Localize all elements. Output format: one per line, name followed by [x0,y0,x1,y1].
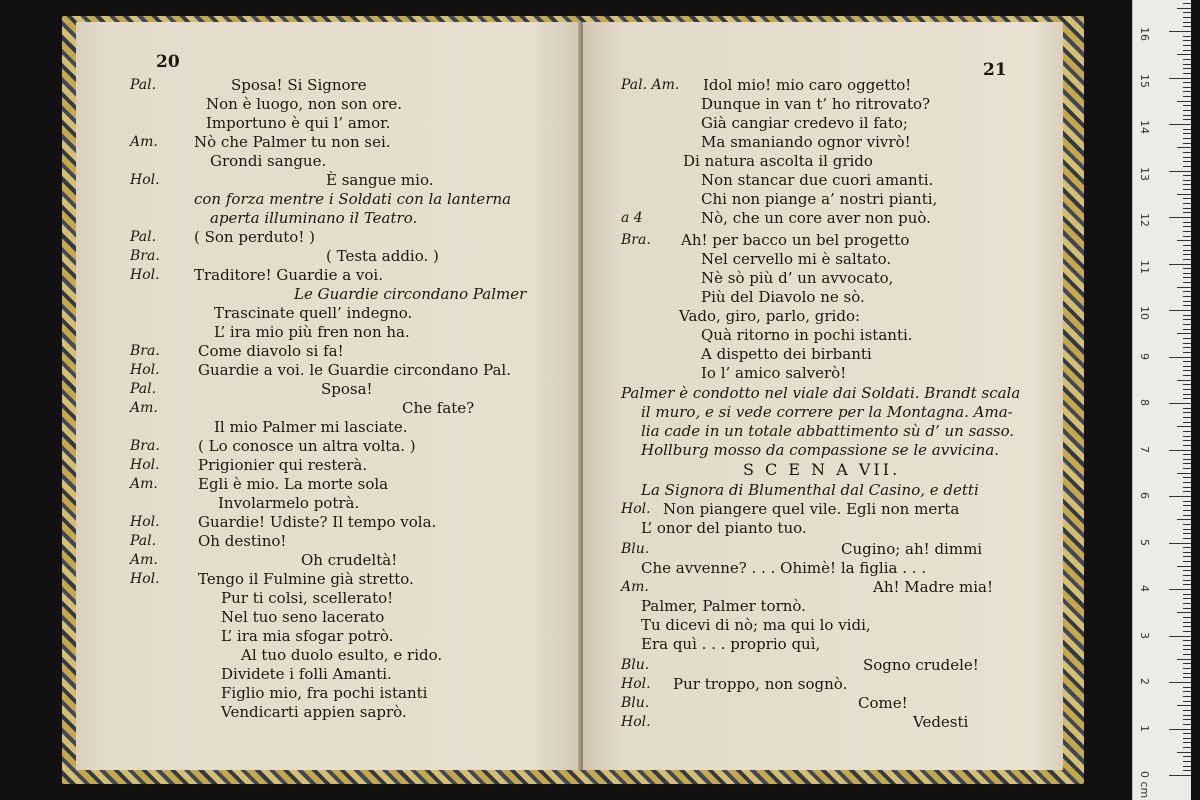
ruler-label: 4 [1138,585,1151,592]
verse-line: ( Lo conosce un altra volta. ) [198,437,416,455]
verse-line: A dispetto dei birbanti [701,345,872,363]
stage-direction: Hollburg mosso da compassione se le avvicina. [641,441,1000,459]
verse-line: Figlio mio, fra pochi istanti [221,684,428,702]
verse-line: Più del Diavolo ne sò. [701,288,865,306]
speaker-label: Am. [130,476,158,492]
speaker-label: Pal. [130,381,157,397]
stage-direction: Palmer è condotto nel viale dai Soldati. Brandt scala [621,384,1021,402]
verse-line: Prigionier qui resterà. [198,456,368,474]
ruler-tick [1169,403,1191,404]
verse-line: Involarmelo potrà. [218,494,360,512]
verse-line: Ma smaniando ognor vivrò! [701,133,911,151]
verse-line: Io l’ amico salverò! [701,364,847,382]
ruler-tick [1183,649,1191,650]
speaker-label: a 4 [621,210,643,226]
verse-line: Importuno è qui l’ amor. [206,114,391,132]
verse-line: Come! [858,694,908,712]
ruler-label: 1 [1138,724,1151,732]
ruler-tick [1183,510,1191,511]
verse-line: Vendicarti appien saprò. [221,703,407,721]
ruler-tick [1183,738,1191,739]
verse-line: Idol mio! mio caro oggetto! [703,76,912,94]
ruler-tick [1183,631,1191,632]
ruler-tick [1183,645,1191,646]
ruler-tick [1169,310,1191,311]
ruler-label: 11 [1138,259,1151,274]
ruler-tick [1183,626,1191,627]
ruler-tick [1177,566,1191,567]
verse-line: Nè sò più d’ un avvocato, [701,269,894,287]
ruler-tick [1183,417,1191,418]
verse-line: Nò che Palmer tu non sei. [194,133,391,151]
ruler-tick [1169,682,1191,683]
verse-line: Sposa! [321,380,373,398]
ruler-tick [1183,129,1191,130]
ruler-tick [1183,436,1191,437]
ruler-label: 14 [1138,120,1151,134]
ruler-tick [1183,198,1191,199]
ruler-tick [1183,157,1191,158]
ruler-tick [1183,68,1191,69]
ruler-label: 10 [1138,306,1151,320]
ruler-tick [1183,742,1191,743]
ruler-tick [1183,594,1191,595]
ruler-tick [1183,273,1191,274]
stage-direction: con forza mentre i Soldati con la lanterna [194,190,512,208]
verse-line: Traditore! Guardie a voi. [194,266,384,284]
ruler-tick [1183,26,1191,27]
ruler-tick [1183,45,1191,46]
ruler-tick [1169,217,1191,218]
ruler-tick [1183,259,1191,260]
ruler-tick [1183,189,1191,190]
speaker-label: Blu. [621,657,650,673]
ruler-tick [1183,487,1191,488]
ruler-tick [1169,78,1191,79]
verse-line: L’ ira mia sfogar potrò. [221,627,394,645]
ruler-tick [1183,175,1191,176]
ruler-tick [1183,556,1191,557]
stage-direction: Le Guardie circondano Palmer [294,285,527,303]
verse-line: ( Testa addio. ) [326,247,439,265]
ruler-tick [1183,398,1191,399]
ruler-tick [1183,524,1191,525]
ruler-tick [1183,477,1191,478]
ruler-tick [1183,245,1191,246]
ruler-tick [1183,547,1191,548]
ruler-tick [1183,766,1191,767]
ruler-tick [1183,552,1191,553]
ruler-tick [1183,389,1191,390]
ruler-tick [1183,203,1191,204]
ruler-tick [1177,612,1191,613]
ruler-tick [1183,584,1191,585]
ruler-tick [1169,775,1191,776]
ruler-tick [1183,696,1191,697]
speaker-label: Am. [130,134,158,150]
ruler-label: 8 [1138,399,1151,406]
verse-line: Sogno crudele! [863,656,979,674]
ruler-tick [1183,3,1191,4]
ruler-tick [1183,431,1191,432]
ruler-tick [1183,710,1191,711]
speaker-label: Hol. [130,457,160,473]
ruler-tick [1177,380,1191,381]
ruler-tick [1169,124,1191,125]
verse-line: Quà ritorno in pochi istanti. [701,326,913,344]
ruler-tick [1177,519,1191,520]
ruler-tick [1169,729,1191,730]
ruler-tick [1183,505,1191,506]
ruler-label: 16 [1138,27,1151,41]
verse-line: Oh crudeltà! [301,551,398,569]
speaker-label: Pal. [130,533,157,549]
ruler-tick [1183,115,1191,116]
ruler-tick [1183,315,1191,316]
ruler-tick [1169,543,1191,544]
ruler-tick [1183,277,1191,278]
verse-line: Dividete i folli Amanti. [221,665,392,683]
ruler-tick [1183,296,1191,297]
ruler-tick [1183,687,1191,688]
ruler-tick [1183,691,1191,692]
verse-line: Era quì . . . proprio quì, [641,635,821,653]
ruler-tick [1183,463,1191,464]
page-number-left: 20 [156,52,180,72]
ruler-tick [1169,496,1191,497]
ruler-tick [1177,473,1191,474]
ruler-tick [1183,677,1191,678]
verse-line: Tengo il Fulmine già stretto. [198,570,414,588]
ruler-tick [1183,366,1191,367]
ruler-tick [1183,59,1191,60]
scene-heading: S C E N A VII. [743,460,901,479]
ruler-tick [1183,715,1191,716]
speaker-label: Am. [130,400,158,416]
ruler-tick [1183,166,1191,167]
ruler-tick [1177,54,1191,55]
ruler-tick [1183,87,1191,88]
ruler-tick [1183,301,1191,302]
ruler-label: 5 [1138,538,1151,546]
verse-line: Ah! Madre mia! [873,578,993,596]
ruler-tick [1183,622,1191,623]
verse-line: Ah! per bacco un bel progetto [681,231,910,249]
ruler-tick [1183,608,1191,609]
ruler-tick [1183,282,1191,283]
verse-line: ( Son perduto! ) [194,228,315,246]
ruler-tick [1183,338,1191,339]
verse-line: L’ ira mio più fren non ha. [214,323,410,341]
ruler-label: 0 cm [1138,771,1151,799]
ruler-tick [1183,324,1191,325]
ruler-tick [1183,133,1191,134]
ruler-tick [1183,152,1191,153]
verse-line: Sposa! Si Signore [231,76,367,94]
ruler-tick [1177,8,1191,9]
ruler-tick [1183,561,1191,562]
verse-line: Egli è mio. La morte sola [198,475,389,493]
ruler-tick [1183,22,1191,23]
verse-line: Vado, giro, parlo, grido: [679,307,861,325]
ruler-tick [1183,408,1191,409]
ruler-tick [1169,450,1191,451]
speaker-label: Hol. [621,676,651,692]
ruler-tick [1183,394,1191,395]
ruler-tick [1183,347,1191,348]
speaker-label: Hol. [130,267,160,283]
ruler-tick [1183,747,1191,748]
ruler-tick [1183,319,1191,320]
ruler-tick [1183,12,1191,13]
verse-line: Di natura ascolta il grido [683,152,873,170]
verse-line: Dunque in van t’ ho ritrovato? [701,95,931,113]
ruler-tick [1183,119,1191,120]
verse-line: Guardie a voi. le Guardie circondano Pal. [198,361,511,379]
verse-line: Tu dicevi di nò; ma qui lo vidi, [641,616,871,634]
ruler-tick [1183,268,1191,269]
ruler-tick [1183,236,1191,237]
ruler-tick [1169,31,1191,32]
speaker-label: Bra. [130,343,160,359]
ruler-tick [1183,64,1191,65]
verse-line: Nel tuo seno lacerato [221,608,385,626]
ruler-tick [1169,589,1191,590]
verse-line: Nò, che un core aver non può. [701,209,931,227]
left-page [76,22,581,770]
ruler-tick [1177,194,1191,195]
ruler-tick [1183,110,1191,111]
verse-line: Trascinate quell’ indegno. [214,304,413,322]
ruler-tick [1183,291,1191,292]
verse-line: Guardie! Udiste? Il tempo vola. [198,513,437,531]
stage-direction: aperta illuminano il Teatro. [210,209,418,227]
ruler-tick [1183,701,1191,702]
ruler-tick [1183,352,1191,353]
ruler-label: 13 [1138,166,1151,181]
verse-line: Non piangere quel vile. Egli non merta [663,500,960,518]
ruler-tick [1183,580,1191,581]
stage-direction: La Signora di Blumenthal dal Casino, e detti [641,481,979,499]
speaker-label: Hol. [621,714,651,730]
measuring-ruler [1132,0,1191,800]
ruler-label: 12 [1138,213,1151,227]
ruler-tick [1177,705,1191,706]
ruler-tick [1183,459,1191,460]
ruler-tick [1183,384,1191,385]
ruler-tick [1177,287,1191,288]
ruler-tick [1183,440,1191,441]
speaker-label: Pal. [130,77,157,93]
ruler-tick [1183,17,1191,18]
ruler-tick [1177,147,1191,148]
ruler-tick [1177,752,1191,753]
ruler-tick [1169,636,1191,637]
ruler-tick [1183,422,1191,423]
ruler-label: 7 [1138,445,1151,453]
verse-line: Che fate? [402,399,475,417]
speaker-label: Bra. [130,438,160,454]
ruler-tick [1183,538,1191,539]
ruler-tick [1183,143,1191,144]
ruler-tick [1183,756,1191,757]
ruler-tick [1183,533,1191,534]
ruler-tick [1183,491,1191,492]
ruler-tick [1183,468,1191,469]
verse-line: Il mio Palmer mi lasciate. [214,418,408,436]
ruler-tick [1183,761,1191,762]
ruler-tick [1183,180,1191,181]
ruler-tick [1183,501,1191,502]
ruler-tick [1183,184,1191,185]
ruler-tick [1183,250,1191,251]
ruler-tick [1183,73,1191,74]
ruler-tick [1183,329,1191,330]
stage-direction: lia cade in un totale abbattimento sù d’ un sasso. [641,422,1015,440]
speaker-label: Hol. [130,514,160,530]
ruler-tick [1183,663,1191,664]
ruler-tick [1183,719,1191,720]
ruler-tick [1183,343,1191,344]
ruler-tick [1183,50,1191,51]
verse-line: È sangue mio. [326,171,434,189]
ruler-label: 6 [1138,492,1151,499]
verse-line: Cugino; ah! dimmi [841,540,983,558]
ruler-tick [1183,231,1191,232]
verse-line: Chi non piange a’ nostri pianti, [701,190,938,208]
speaker-label: Blu. [621,695,650,711]
ruler-tick [1177,240,1191,241]
speaker-label: Am. [130,552,158,568]
verse-line: Non stancar due cuori amanti. [701,171,934,189]
ruler-tick [1177,333,1191,334]
ruler-tick [1183,36,1191,37]
verse-line: Grondi sangue. [210,152,327,170]
verse-line: Al tuo duolo esulto, e rido. [241,646,443,664]
speaker-label: Blu. [621,541,650,557]
ruler-tick [1183,222,1191,223]
ruler-tick [1183,673,1191,674]
ruler-tick [1177,101,1191,102]
speaker-label: Am. [621,579,649,595]
ruler-tick [1183,603,1191,604]
ruler-tick [1183,254,1191,255]
speaker-label: Bra. [621,232,651,248]
speaker-label: Hol. [130,362,160,378]
ruler-tick [1183,598,1191,599]
ruler-tick [1183,208,1191,209]
speaker-label: Hol. [130,571,160,587]
ruler-tick [1183,105,1191,106]
speaker-label: Pal. Am. [621,77,680,93]
speaker-label: Hol. [621,501,651,517]
ruler-tick [1183,575,1191,576]
ruler-tick [1183,96,1191,97]
ruler-tick [1183,370,1191,371]
verse-line: Pur ti colsi, scellerato! [221,589,394,607]
ruler-tick [1183,138,1191,139]
ruler-tick [1183,482,1191,483]
ruler-label: 15 [1138,73,1151,88]
ruler-tick [1183,305,1191,306]
verse-line: Che avvenne? . . . Ohimè! la figlia . . . [641,559,927,577]
stage-direction: il muro, e si vede correre per la Montagna. Ama- [641,403,1013,421]
ruler-tick [1183,40,1191,41]
ruler-tick [1183,724,1191,725]
verse-line: Vedesti [913,713,969,731]
verse-line: Nel cervello mi è saltato. [701,250,892,268]
ruler-tick [1183,91,1191,92]
ruler-tick [1183,640,1191,641]
ruler-tick [1183,361,1191,362]
ruler-tick [1183,617,1191,618]
ruler-tick [1183,515,1191,516]
ruler-tick [1177,659,1191,660]
ruler-tick [1183,733,1191,734]
ruler-tick [1183,82,1191,83]
speaker-label: Pal. [130,229,157,245]
verse-line: Pur troppo, non sognò. [673,675,848,693]
ruler-tick [1169,171,1191,172]
verse-line: Palmer, Palmer tornò. [641,597,806,615]
verse-line: Già cangiar credevo il fato; [701,114,908,132]
speaker-label: Hol. [130,172,160,188]
ruler-tick [1183,161,1191,162]
ruler-tick [1183,375,1191,376]
verse-line: Come diavolo si fa! [198,342,344,360]
speaker-label: Bra. [130,248,160,264]
ruler-label: 3 [1138,631,1151,639]
ruler-tick [1183,770,1191,771]
ruler-label: 2 [1138,678,1151,685]
ruler-tick [1169,357,1191,358]
ruler-tick [1177,426,1191,427]
ruler-tick [1183,445,1191,446]
verse-line: L’ onor del pianto tuo. [641,519,807,537]
ruler-tick [1169,264,1191,265]
ruler-tick [1183,412,1191,413]
ruler-label: 9 [1138,352,1151,360]
ruler-tick [1183,654,1191,655]
ruler-tick [1183,529,1191,530]
ruler-tick [1183,570,1191,571]
ruler-tick [1183,212,1191,213]
right-page [583,22,1063,770]
verse-line: Oh destino! [198,532,287,550]
ruler-tick [1183,226,1191,227]
ruler-tick [1183,668,1191,669]
ruler-tick [1183,454,1191,455]
page-number-right: 21 [983,60,1007,80]
verse-line: Non è luogo, non son ore. [206,95,403,113]
